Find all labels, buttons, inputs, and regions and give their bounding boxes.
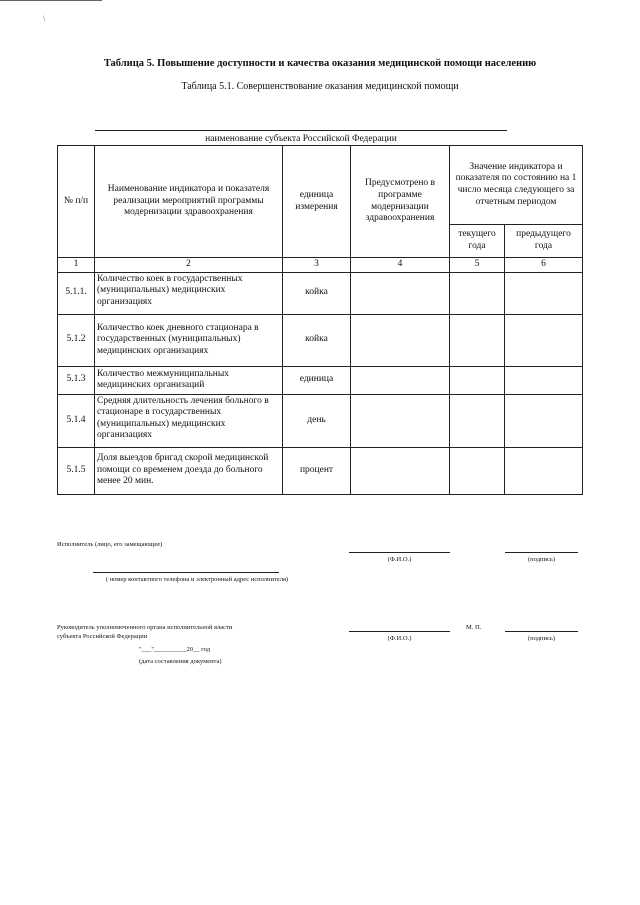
cell-planned: [351, 272, 450, 314]
executor-fio-line: [349, 552, 450, 553]
head-fio-line: [349, 631, 450, 632]
cell-planned: [351, 394, 450, 447]
head-label: Руководитель уполномоченного органа исполнительной власти: [57, 624, 233, 631]
row-unit: процент: [283, 447, 351, 494]
cell-current-year: [450, 366, 505, 394]
indicator-table: [57, 145, 583, 495]
header-indicator-name: Наименование индикатора и показателя реализации мероприятий программы модернизации здравоохранения: [95, 146, 283, 258]
row-number: 5.1.3: [58, 366, 95, 394]
cell-current-year: [450, 394, 505, 447]
column-number: 6: [505, 258, 583, 273]
cell-previous-year: [505, 314, 583, 366]
row-unit: койка: [283, 272, 351, 314]
date-caption: (дата составления документа): [139, 658, 222, 665]
cell-current-year: [450, 272, 505, 314]
header-planned: Предусмотрено в программе модернизации здравоохранения: [351, 146, 450, 258]
executor-signature-line: [505, 552, 578, 553]
cell-previous-year: [505, 366, 583, 394]
cell-planned: [351, 366, 450, 394]
row-unit: день: [283, 394, 351, 447]
cell-planned: [351, 314, 450, 366]
stamp-place-label: М. П.: [466, 624, 482, 631]
row-indicator-name: Количество коек дневного стационара в государственных (муниципальных) медицинских организациях: [95, 314, 283, 366]
contact-line: [93, 572, 279, 573]
date-line: "___"__________20__ год: [139, 646, 211, 653]
document-title: Таблица 5. Повышение доступности и качества оказания медицинской помощи населению: [103, 58, 537, 69]
head-signature-line: [505, 631, 578, 632]
row-indicator-name: Количество коек в государственных (муниципальных) медицинских организациях: [95, 272, 283, 314]
executor-fio-caption: (Ф.И.О.): [387, 556, 412, 563]
row-indicator-name: Средняя длительность лечения больного в стационаре в государственных (муниципальных) медицинских организациях: [95, 394, 283, 447]
table-row: [58, 447, 583, 494]
row-unit: единица: [283, 366, 351, 394]
head-fio-caption: (Ф.И.О.): [387, 635, 412, 642]
subject-caption: наименование субъекта Российской Федерации: [205, 134, 397, 144]
row-number: 5.1.1.: [58, 272, 95, 314]
table-row: [58, 366, 583, 394]
row-indicator-name: Количество межмуниципальных медицинских организаций: [95, 366, 283, 394]
column-number: 5: [450, 258, 505, 273]
table-subtitle: Таблица 5.1. Совершенствование оказания медицинской помощи: [181, 81, 459, 92]
row-number: 5.1.2: [58, 314, 95, 366]
cell-current-year: [450, 447, 505, 494]
scan-mark: \: [43, 14, 46, 23]
cell-current-year: [450, 314, 505, 366]
table-row: [58, 314, 583, 366]
cell-previous-year: [505, 272, 583, 314]
column-number: 4: [351, 258, 450, 273]
row-unit: койка: [283, 314, 351, 366]
header-previous-year: предыдущего года: [505, 225, 583, 258]
header-indicator-value: Значение индикатора и показателя по состоянию на 1 число месяца следующего за отчетным периодом: [450, 146, 583, 225]
header-unit: единица измерения: [283, 146, 351, 258]
cell-previous-year: [505, 394, 583, 447]
column-number: 1: [58, 258, 95, 273]
contact-caption: ( номер контактного телефона и электронный адрес исполнителя): [105, 576, 289, 583]
head-signature-caption: (подпись): [528, 635, 555, 642]
executor-label: Исполнитель (лицо, его замещающее): [57, 541, 163, 548]
subject-line: [95, 130, 507, 131]
header-current-year: текущего года: [450, 225, 505, 258]
cell-previous-year: [505, 447, 583, 494]
executor-signature-caption: (подпись): [528, 556, 555, 563]
header-num: № п/п: [58, 146, 95, 258]
row-number: 5.1.4: [58, 394, 95, 447]
column-number: 2: [95, 258, 283, 273]
column-number: 3: [283, 258, 351, 273]
cell-planned: [351, 447, 450, 494]
table-row: [58, 272, 583, 314]
table-row: [58, 394, 583, 447]
head-label-subject: субъекта Российской Федерации: [57, 633, 148, 640]
row-number: 5.1.5: [58, 447, 95, 494]
row-indicator-name: Доля выездов бригад скорой медицинской помощи со временем доезда до больного менее 20 мин.: [95, 447, 283, 494]
scan-corner-line: [0, 0, 102, 1]
